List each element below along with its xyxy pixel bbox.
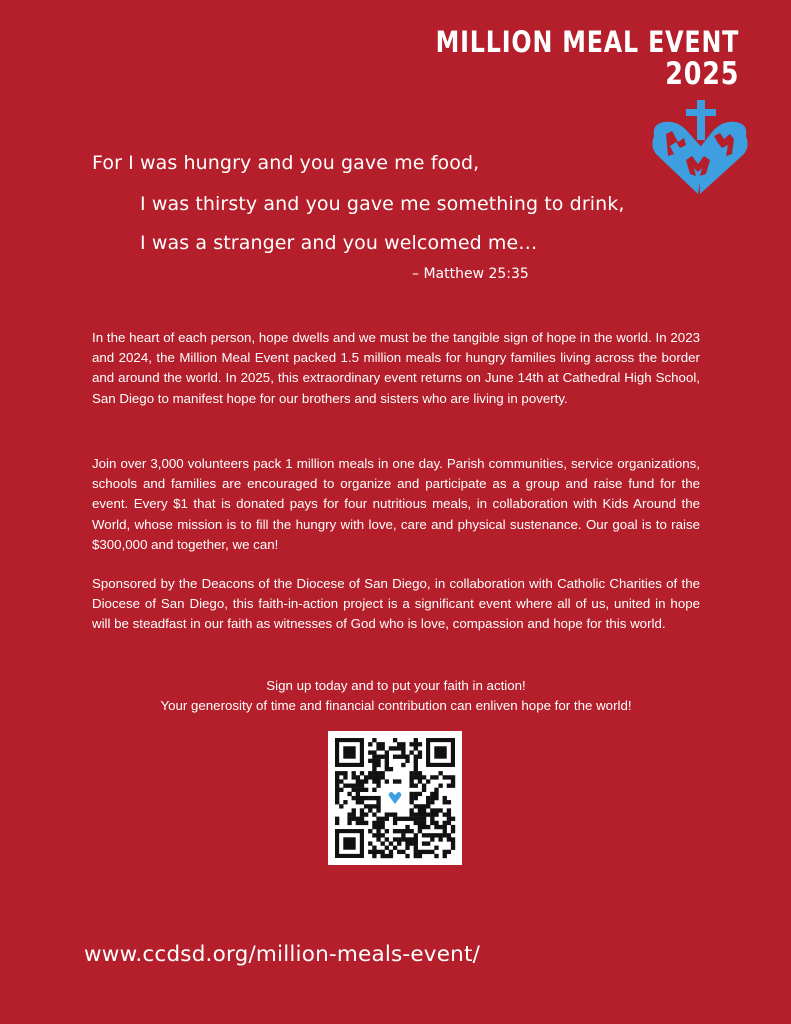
cta-line-1: Sign up today and to put your faith in action! — [266, 678, 526, 693]
event-url-link[interactable]: www.ccdsd.org/million-meals-event/ — [84, 942, 481, 967]
verse-line-3: I was a stranger and you welcomed me… — [140, 232, 538, 254]
call-to-action — [92, 676, 700, 716]
cta-line-2: Your generosity of time and financial contribution can enliven hope for the world! — [160, 698, 632, 714]
body-paragraph-2: Join over 3,000 volunteers pack 1 million meals in one day. Parish communities, service organizations, schools and families are encouraged to organize and participate as a group and raise fund for the event. Every $1 that is donated pays for four nutritious meals, in collaboration with Kids Around the World, whose mission is to fill the hungry with love, care and physical sustenance. Our goal is to raise $300,000 and together, we can! — [92, 456, 700, 552]
qr-code-icon — [328, 731, 462, 865]
body-paragraph-3: Sponsored by the Deacons of the Diocese of San Diego, in collaboration with Catholic Charities of the Diocese of San Diego, this faith-in-action project is a significant event where all of us, united in hope will be steadfast in our faith as witnesses of God who is love, compassion and hope for this world. — [92, 576, 700, 632]
verse-line-2: I was thirsty and you gave me something to drink, — [140, 193, 625, 215]
event-title-year: 2025 — [664, 56, 739, 92]
event-title-line1: MILLION MEAL EVENT — [435, 25, 739, 59]
event-title — [435, 26, 739, 90]
verse-attribution: – Matthew 25:35 — [412, 266, 529, 282]
heart-cross-logo-icon — [648, 98, 752, 198]
verse-line-1: For I was hungry and you gave me food, — [92, 152, 480, 174]
qr-code[interactable] — [328, 731, 462, 865]
body-paragraph-1: In the heart of each person, hope dwells and we must be the tangible sign of hope in the world. In 2023 and 2024, the Million Meal Event packed 1.5 million meals for hungry families living across the border and around the world. In 2025, this extraordinary event returns on June 14th at Cathedral High School, San Diego to manifest hope for our brothers and sisters who are living in poverty. — [92, 330, 700, 406]
